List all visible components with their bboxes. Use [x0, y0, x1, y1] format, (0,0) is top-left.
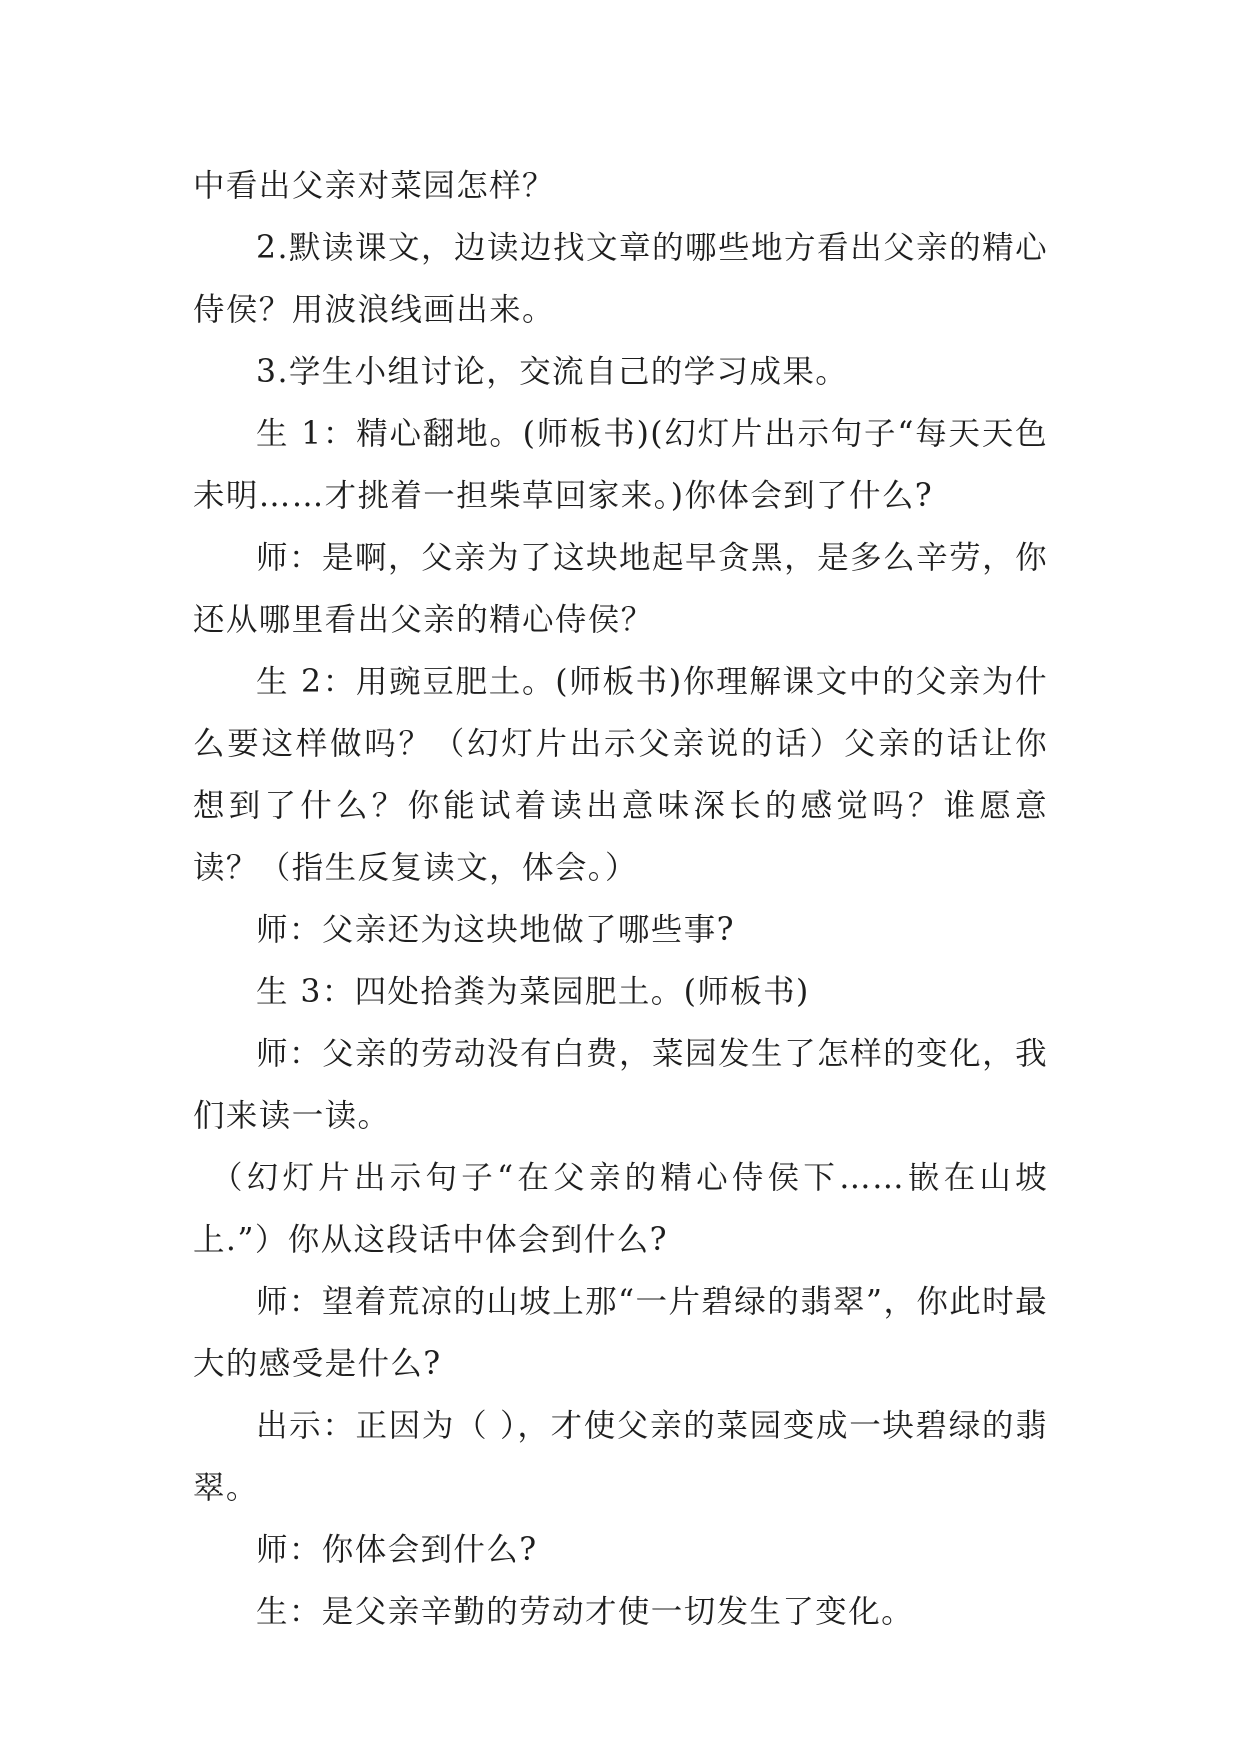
body-text [193, 155, 1048, 1643]
paragraph: 师：望着荒凉的山坡上那“一片碧绿的翡翠”，你此时最大的感受是什么? [193, 1284, 1048, 1382]
paragraph: 生 3：四处拾粪为菜园肥土。(师板书) [256, 974, 810, 1010]
paragraph: （幻灯片出示句子“在父亲的精心侍侯下……嵌在山坡上.”）你从这段话中体会到什么? [193, 1160, 1048, 1258]
paragraph: 师：父亲还为这块地做了哪些事? [256, 912, 735, 948]
paragraph: 师：是啊，父亲为了这块地起早贪黑，是多么辛劳，你还从哪里看出父亲的精心侍侯？ [193, 540, 1048, 638]
paragraph: 师：你体会到什么? [256, 1532, 538, 1568]
paragraph: 生 2：用豌豆肥土。(师板书)你理解课文中的父亲为什么要这样做吗？（幻灯片出示父亲说的话）父亲的话让你想到了什么？你能试着读出意味深长的感觉吗？谁愿意读？（指生反复读文，体会。） [193, 664, 1048, 886]
paragraph: 出示：正因为（ ），才使父亲的菜园变成一块碧绿的翡翠。 [193, 1408, 1048, 1506]
paragraph: 生 1：精心翻地。(师板书)(幻灯片出示句子“每天天色未明……才挑着一担柴草回家来。)你体会到了什么? [193, 416, 1048, 514]
paragraph: 生：是父亲辛勤的劳动才使一切发生了变化。 [256, 1594, 915, 1630]
paragraph: 2.默读课文，边读边找文章的哪些地方看出父亲的精心侍侯？用波浪线画出来。 [193, 230, 1048, 328]
paragraph: 3.学生小组讨论，交流自己的学习成果。 [256, 354, 849, 390]
paragraph: 师：父亲的劳动没有白费，菜园发生了怎样的变化，我们来读一读。 [193, 1036, 1048, 1134]
paragraph: 中看出父亲对菜园怎样？ [193, 168, 555, 204]
